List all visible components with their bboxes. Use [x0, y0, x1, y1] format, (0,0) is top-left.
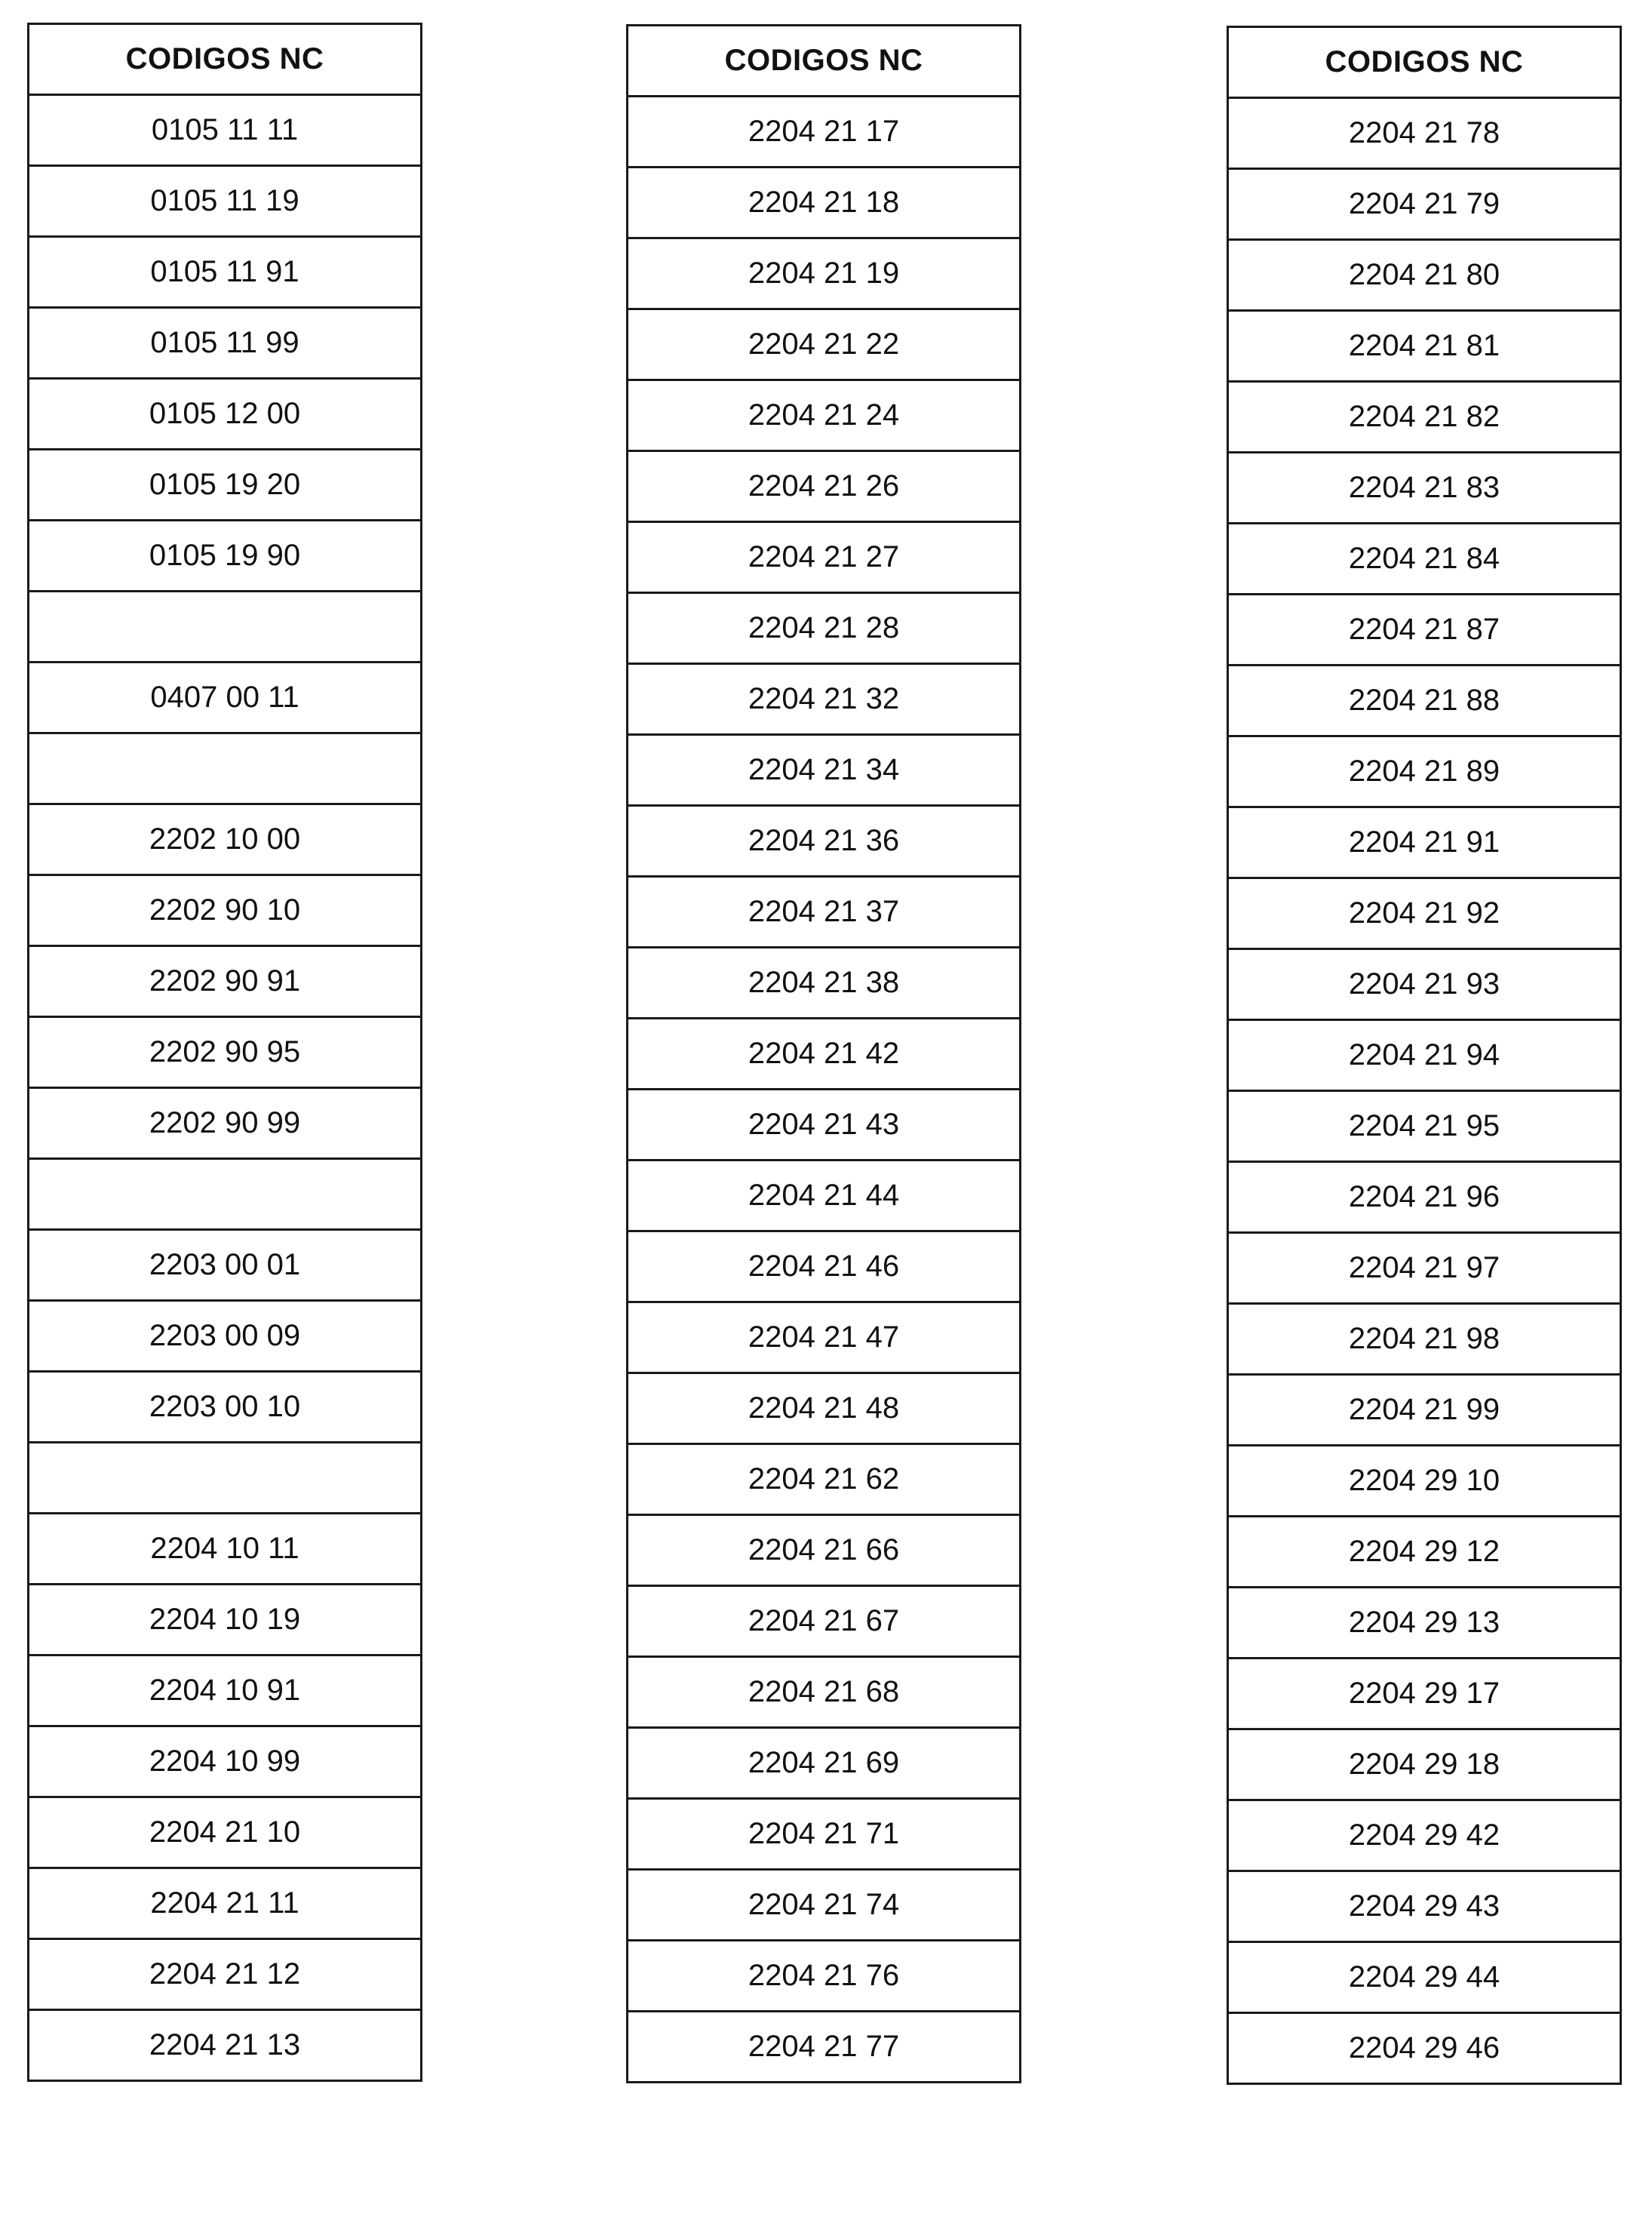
table-row [29, 592, 422, 663]
code-cell: 2204 21 46 [628, 1231, 1021, 1302]
code-cell: 2204 21 24 [628, 380, 1021, 451]
table-row [1228, 524, 1621, 595]
code-cell: 2204 21 18 [628, 168, 1021, 238]
table-row [29, 95, 422, 166]
code-cell: 2202 10 00 [29, 804, 422, 875]
table-row [628, 97, 1021, 168]
code-cell: 2204 21 62 [628, 1444, 1021, 1515]
table-row [628, 1373, 1021, 1444]
table-row [29, 2010, 422, 2081]
code-cell: 2204 21 36 [628, 806, 1021, 877]
column-header: CODIGOS NC [628, 26, 1021, 97]
table-row [29, 1301, 422, 1372]
code-cell: 2204 29 12 [1228, 1517, 1621, 1588]
table-row [1228, 1871, 1621, 1942]
table-row [29, 1230, 422, 1301]
table-row [1228, 1659, 1621, 1729]
table-row [1228, 1942, 1621, 2013]
table-row [1228, 807, 1621, 878]
table-row [628, 806, 1021, 877]
code-cell: 2204 21 77 [628, 2012, 1021, 2083]
code-cell [29, 733, 422, 804]
table-row [29, 521, 422, 592]
code-cell: 2204 21 98 [1228, 1304, 1621, 1375]
table-row [29, 1443, 422, 1514]
table-row [1228, 1304, 1621, 1375]
table-row [628, 1941, 1021, 2012]
code-cell: 0105 11 99 [29, 308, 422, 379]
code-cell: 2203 00 01 [29, 1230, 422, 1301]
table-header-row [1228, 27, 1621, 98]
code-cell: 2204 29 44 [1228, 1942, 1621, 2013]
table-row [29, 663, 422, 733]
code-cell: 2204 21 48 [628, 1373, 1021, 1444]
table-row [628, 664, 1021, 735]
table-row [628, 1657, 1021, 1728]
code-cell: 2204 21 22 [628, 309, 1021, 380]
table-row [1228, 1162, 1621, 1233]
table-row [29, 1939, 422, 2010]
code-cell [29, 1159, 422, 1230]
code-cell: 2204 29 43 [1228, 1871, 1621, 1942]
table-row [29, 1372, 422, 1443]
table-row [628, 1231, 1021, 1302]
table-row [1228, 169, 1621, 240]
code-cell: 2204 21 91 [1228, 807, 1621, 878]
table-row [29, 166, 422, 237]
table-row [29, 1868, 422, 1939]
table-row [1228, 1233, 1621, 1304]
table-row [29, 1655, 422, 1726]
code-cell: 2204 21 78 [1228, 98, 1621, 169]
code-cell: 2204 29 10 [1228, 1446, 1621, 1517]
code-cell: 2202 90 10 [29, 875, 422, 946]
table-row [29, 1726, 422, 1797]
table-row [1228, 240, 1621, 311]
code-cell: 2204 21 13 [29, 2010, 422, 2081]
table-row [1228, 736, 1621, 807]
code-cell: 2204 21 69 [628, 1728, 1021, 1799]
code-cell: 2204 10 91 [29, 1655, 422, 1726]
code-cell: 2204 29 46 [1228, 2013, 1621, 2084]
table-row [29, 1017, 422, 1088]
code-cell: 2202 90 99 [29, 1088, 422, 1159]
code-cell: 2204 21 19 [628, 238, 1021, 309]
table-row [29, 308, 422, 379]
table-row [1228, 595, 1621, 666]
table-row [1228, 1020, 1621, 1091]
code-cell: 2204 21 47 [628, 1302, 1021, 1373]
table-row [1228, 98, 1621, 169]
code-cell: 2204 21 89 [1228, 736, 1621, 807]
code-cell: 2204 21 84 [1228, 524, 1621, 595]
table-row [628, 877, 1021, 948]
table-row [628, 2012, 1021, 2083]
table-row [628, 1090, 1021, 1161]
table-row [628, 168, 1021, 238]
code-cell: 2204 21 17 [628, 97, 1021, 168]
code-cell [29, 1443, 422, 1514]
table-row [628, 1302, 1021, 1373]
code-cell: 2204 21 94 [1228, 1020, 1621, 1091]
table-row [628, 948, 1021, 1019]
code-cell: 2204 29 42 [1228, 1800, 1621, 1871]
table-row [29, 1159, 422, 1230]
table-row [1228, 1517, 1621, 1588]
table-row [628, 238, 1021, 309]
table-row [29, 1797, 422, 1868]
table-row [1228, 453, 1621, 524]
code-cell: 2204 21 99 [1228, 1375, 1621, 1446]
code-cell: 2204 21 27 [628, 522, 1021, 593]
table-row [1228, 1375, 1621, 1446]
code-cell: 2204 21 81 [1228, 311, 1621, 382]
code-cell: 2204 21 93 [1228, 949, 1621, 1020]
code-cell: 2204 21 26 [628, 451, 1021, 522]
code-cell: 0105 11 19 [29, 166, 422, 237]
code-cell: 2204 21 76 [628, 1941, 1021, 2012]
table-row [628, 451, 1021, 522]
table-row [1228, 1446, 1621, 1517]
table-header-row [29, 24, 422, 95]
code-cell: 2204 10 11 [29, 1514, 422, 1585]
codes-table-2 [626, 24, 1021, 2083]
code-cell: 2204 21 34 [628, 735, 1021, 806]
table-row [29, 1514, 422, 1585]
code-cell: 2204 21 88 [1228, 666, 1621, 736]
table-body [29, 95, 422, 2081]
code-cell: 0105 12 00 [29, 379, 422, 450]
code-cell: 0105 11 11 [29, 95, 422, 166]
code-cell: 2204 21 87 [1228, 595, 1621, 666]
table-row [628, 1444, 1021, 1515]
table-body [1228, 98, 1621, 2084]
code-cell: 2204 21 44 [628, 1161, 1021, 1231]
code-cell: 2204 21 67 [628, 1586, 1021, 1657]
table-row [628, 1161, 1021, 1231]
code-cell: 2204 29 17 [1228, 1659, 1621, 1729]
table-row [1228, 878, 1621, 949]
table-row [1228, 666, 1621, 736]
table-row [628, 1019, 1021, 1090]
table-body [628, 97, 1021, 2083]
code-cell: 2204 21 92 [1228, 878, 1621, 949]
table-header-row [628, 26, 1021, 97]
table-row [628, 522, 1021, 593]
code-cell: 0105 19 90 [29, 521, 422, 592]
code-cell: 2204 21 96 [1228, 1162, 1621, 1233]
table-row [628, 593, 1021, 664]
table-row [29, 733, 422, 804]
code-cell: 2204 21 28 [628, 593, 1021, 664]
table-row [29, 379, 422, 450]
code-cell: 2204 21 74 [628, 1870, 1021, 1941]
code-cell: 2204 29 18 [1228, 1729, 1621, 1800]
table-row [1228, 949, 1621, 1020]
code-cell: 2204 21 37 [628, 877, 1021, 948]
table-row [628, 309, 1021, 380]
code-cell: 2204 21 32 [628, 664, 1021, 735]
column-header: CODIGOS NC [1228, 27, 1621, 98]
table-row [628, 1799, 1021, 1870]
code-cell: 2204 10 19 [29, 1585, 422, 1655]
code-cell: 0105 11 91 [29, 237, 422, 308]
code-cell: 2204 21 10 [29, 1797, 422, 1868]
table-row [29, 237, 422, 308]
table-row [1228, 311, 1621, 382]
table-row [628, 1728, 1021, 1799]
code-cell: 2203 00 10 [29, 1372, 422, 1443]
code-cell: 2204 21 95 [1228, 1091, 1621, 1162]
code-cell [29, 592, 422, 663]
table-row [29, 1585, 422, 1655]
code-cell: 2204 21 68 [628, 1657, 1021, 1728]
code-cell: 0407 00 11 [29, 663, 422, 733]
table-row [29, 804, 422, 875]
table-row [628, 735, 1021, 806]
code-cell: 2204 29 13 [1228, 1588, 1621, 1659]
table-row [628, 1870, 1021, 1941]
table-row [1228, 1800, 1621, 1871]
table-row [29, 1088, 422, 1159]
table-row [628, 1586, 1021, 1657]
code-cell: 2204 21 43 [628, 1090, 1021, 1161]
table-row [1228, 1588, 1621, 1659]
table-row [628, 1515, 1021, 1586]
code-cell: 2204 21 66 [628, 1515, 1021, 1586]
code-cell: 2202 90 95 [29, 1017, 422, 1088]
column-header: CODIGOS NC [29, 24, 422, 95]
code-cell: 2204 21 79 [1228, 169, 1621, 240]
code-cell: 2204 21 38 [628, 948, 1021, 1019]
table-row [1228, 382, 1621, 453]
table-row [29, 450, 422, 521]
codes-table-3 [1227, 26, 1622, 2085]
table-row [1228, 1729, 1621, 1800]
code-cell: 2204 21 12 [29, 1939, 422, 2010]
code-cell: 2203 00 09 [29, 1301, 422, 1372]
code-cell: 2204 21 82 [1228, 382, 1621, 453]
codes-table-1 [27, 23, 422, 2082]
code-cell: 2204 21 42 [628, 1019, 1021, 1090]
code-cell: 2204 21 80 [1228, 240, 1621, 311]
table-row [29, 875, 422, 946]
table-row [1228, 2013, 1621, 2084]
table-row [1228, 1091, 1621, 1162]
code-cell: 2202 90 91 [29, 946, 422, 1017]
code-cell: 2204 21 71 [628, 1799, 1021, 1870]
code-cell: 0105 19 20 [29, 450, 422, 521]
table-row [29, 946, 422, 1017]
code-cell: 2204 21 97 [1228, 1233, 1621, 1304]
code-cell: 2204 21 11 [29, 1868, 422, 1939]
code-cell: 2204 21 83 [1228, 453, 1621, 524]
table-row [628, 380, 1021, 451]
code-cell: 2204 10 99 [29, 1726, 422, 1797]
